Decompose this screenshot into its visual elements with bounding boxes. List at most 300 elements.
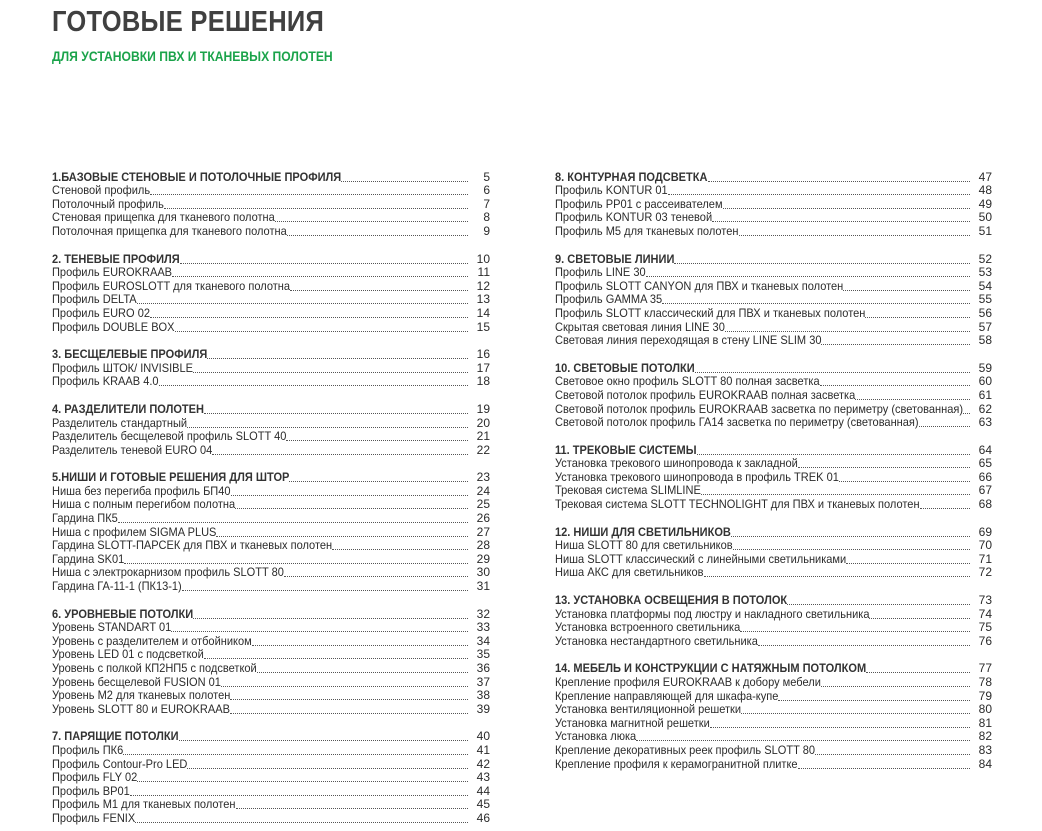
toc-page-number: 83 xyxy=(978,742,992,757)
toc-page-number: 74 xyxy=(978,606,992,621)
dot-leader xyxy=(731,536,970,537)
dot-leader xyxy=(662,303,970,304)
toc-page-number: 45 xyxy=(476,797,490,812)
toc-section xyxy=(555,361,992,429)
toc-entry-label: Профиль LINE 30 xyxy=(555,265,646,280)
dot-leader xyxy=(150,194,468,195)
dot-leader xyxy=(179,740,468,741)
toc-entry[interactable] xyxy=(52,621,490,635)
toc-entry-label: Разделитель бесщелевой профиль SLOTT 40 xyxy=(52,429,287,444)
dot-leader xyxy=(839,481,970,482)
toc-entry[interactable] xyxy=(555,306,992,320)
dot-leader xyxy=(798,467,970,468)
dot-leader xyxy=(252,645,468,646)
toc-heading-label: 7. ПАРЯЩИЕ ПОТОЛКИ xyxy=(52,729,179,744)
toc-heading-label: 14. МЕБЕЛЬ И КОНСТРУКЦИИ С НАТЯЖНЫМ ПОТОЛКОМ xyxy=(555,661,867,676)
toc-entry-label: Установка трекового шинопровода к закладной xyxy=(555,456,798,471)
toc-entry-label: Профиль EUROKRAAB xyxy=(52,265,173,280)
dot-leader xyxy=(741,713,970,714)
toc-page-number: 84 xyxy=(978,756,992,771)
toc-entry[interactable] xyxy=(52,743,490,757)
toc-entry[interactable] xyxy=(555,320,992,334)
toc-page-number: 16 xyxy=(476,347,490,362)
toc-entry-label: Профиль KONTUR 03 теневой xyxy=(555,210,713,225)
toc-entry[interactable] xyxy=(52,784,490,798)
toc-entry-label: Крепление профиля к керамогранитной плитке xyxy=(555,756,798,771)
toc-page-number: 25 xyxy=(476,497,490,512)
toc-page-number: 9 xyxy=(483,223,490,238)
toc-heading-label: 8. КОНТУРНАЯ ПОДСВЕТКА xyxy=(555,169,708,184)
toc-entry-label: Трековая система SLIMLINE xyxy=(555,483,701,498)
toc-page-number: 5 xyxy=(483,169,490,184)
page-title: ГОТОВЫЕ РЕШЕНИЯ xyxy=(52,6,325,38)
toc-section-heading[interactable] xyxy=(52,252,490,266)
dot-leader xyxy=(963,413,970,414)
toc-page-number: 42 xyxy=(476,756,490,771)
toc-entry[interactable] xyxy=(52,539,490,553)
toc-section xyxy=(52,607,490,716)
toc-entry-label: Уровень с разделителем и отбойником xyxy=(52,633,252,648)
toc-page-number: 18 xyxy=(476,374,490,389)
toc-entry-label: Уровень LED 01 с подсветкой xyxy=(52,647,204,662)
toc-page-number: 38 xyxy=(476,688,490,703)
toc-entry-label: Профиль KRAAB 4.0 xyxy=(52,374,159,389)
toc-page-number: 31 xyxy=(476,579,490,594)
toc-entry-label: Уровень бесщелевой FUSION 01 xyxy=(52,674,221,689)
toc-heading-label: 6. УРОВНЕВЫЕ ПОТОЛКИ xyxy=(52,606,194,621)
toc-entry[interactable] xyxy=(555,716,992,730)
toc-section xyxy=(52,730,490,825)
toc-section-heading[interactable] xyxy=(555,361,992,375)
toc-heading-label: 13. УСТАНОВКА ОСВЕЩЕНИЯ В ПОТОЛОК xyxy=(555,593,788,608)
toc-entry-label: Профиль М1 для тканевых полотен xyxy=(52,797,236,812)
toc-page-number: 56 xyxy=(978,305,992,320)
dot-leader xyxy=(646,276,970,277)
toc-entry-label: Гардина SK01 xyxy=(52,551,125,566)
dot-leader xyxy=(180,263,468,264)
toc-page-number: 22 xyxy=(476,442,490,457)
toc-entry-label: Крепление декоративных реек профиль SLOTT 80 xyxy=(555,742,815,757)
dot-leader xyxy=(230,699,468,700)
dot-leader xyxy=(798,768,970,769)
toc-entry[interactable] xyxy=(52,306,490,320)
toc-page-number: 77 xyxy=(978,661,992,676)
toc-entry[interactable] xyxy=(52,184,490,198)
toc-entry[interactable] xyxy=(52,211,490,225)
toc-entry[interactable] xyxy=(555,402,992,416)
toc-entry[interactable] xyxy=(52,771,490,785)
toc-entry[interactable] xyxy=(555,607,992,621)
toc-entry[interactable] xyxy=(52,197,490,211)
toc-entry[interactable] xyxy=(555,224,992,238)
toc-page-number: 39 xyxy=(476,701,490,716)
toc-page-number: 44 xyxy=(476,783,490,798)
toc-entry[interactable] xyxy=(555,416,992,430)
dot-leader xyxy=(187,768,468,769)
toc-entry[interactable] xyxy=(555,621,992,635)
dot-leader xyxy=(193,372,468,373)
toc-entry[interactable] xyxy=(555,457,992,471)
toc-heading-label: 10. СВЕТОВЫЕ ПОТОЛКИ xyxy=(555,360,695,375)
toc-entry-label: Потолочный профиль xyxy=(52,196,164,211)
dot-leader xyxy=(695,372,970,373)
toc-entry[interactable] xyxy=(52,689,490,703)
toc-section-heading[interactable] xyxy=(555,662,992,676)
toc-entry-label: Ниша SLOTT классический с линейными светильниками xyxy=(555,551,847,566)
toc-entry[interactable] xyxy=(555,730,992,744)
toc-heading-label: 5.НИШИ И ГОТОВЫЕ РЕШЕНИЯ ДЛЯ ШТОР xyxy=(52,470,290,485)
toc-entry[interactable] xyxy=(555,539,992,553)
toc-page-number: 79 xyxy=(978,688,992,703)
toc-section-heading[interactable] xyxy=(52,402,490,416)
toc-entry-label: Установка трекового шинопровода в профиль TREK 01 xyxy=(555,469,839,484)
dot-leader xyxy=(193,618,468,619)
toc-page-number: 21 xyxy=(476,429,490,444)
dot-leader xyxy=(710,727,970,728)
toc-entry[interactable] xyxy=(52,266,490,280)
toc-entry[interactable] xyxy=(52,661,490,675)
toc-page-number: 35 xyxy=(476,647,490,662)
toc-entry-label: Световой потолок профиль EUROKRAAB засветка по периметру (светованная) xyxy=(555,401,964,416)
toc-entry-label: Профиль Contour-Pro LED xyxy=(52,756,188,771)
toc-page-number: 29 xyxy=(476,551,490,566)
toc-page-number: 69 xyxy=(978,524,992,539)
dot-leader xyxy=(821,686,970,687)
dot-leader xyxy=(172,276,468,277)
dot-leader xyxy=(869,618,970,619)
toc-entry[interactable] xyxy=(555,634,992,648)
dot-leader xyxy=(235,508,468,509)
toc-entry[interactable] xyxy=(555,184,992,198)
toc-page-number: 23 xyxy=(476,470,490,485)
dot-leader xyxy=(137,303,468,304)
toc-section xyxy=(52,348,490,389)
toc-section xyxy=(52,402,490,456)
toc-page-number: 73 xyxy=(978,593,992,608)
toc-section-heading[interactable] xyxy=(555,252,992,266)
toc-entry[interactable] xyxy=(52,443,490,457)
toc-column-right xyxy=(555,170,992,785)
toc-page-number: 64 xyxy=(978,442,992,457)
toc-entry-label: Ниша без перегиба профиль БП40 xyxy=(52,483,231,498)
toc-entry[interactable] xyxy=(52,757,490,771)
toc-entry[interactable] xyxy=(555,334,992,348)
toc-entry-label: Уровень с полкой КП2НП5 с подсветкой xyxy=(52,661,257,675)
toc-entry[interactable] xyxy=(555,375,992,389)
dot-leader xyxy=(124,563,468,564)
toc-entry[interactable] xyxy=(555,675,992,689)
toc-page-number: 24 xyxy=(476,483,490,498)
toc-entry-label: Профиль DOUBLE BOX xyxy=(52,319,175,334)
toc-page-number: 17 xyxy=(476,360,490,375)
toc-entry-label: Профиль SLOTT классический для ПВХ и тканевых полотен xyxy=(555,305,866,320)
toc-entry[interactable] xyxy=(52,675,490,689)
toc-entry[interactable] xyxy=(555,566,992,580)
dot-leader xyxy=(815,754,970,755)
toc-page-number: 63 xyxy=(978,415,992,430)
toc-entry[interactable] xyxy=(555,703,992,717)
dot-leader xyxy=(257,672,468,673)
toc-section-heading[interactable] xyxy=(52,471,490,485)
toc-entry[interactable] xyxy=(555,497,992,511)
toc-page-number: 47 xyxy=(978,169,992,184)
dot-leader xyxy=(130,795,468,796)
toc-entry[interactable] xyxy=(52,430,490,444)
toc-section-heading[interactable] xyxy=(555,525,992,539)
toc-entry-label: Установка вентиляционной решетки xyxy=(555,702,742,717)
dot-leader xyxy=(187,427,468,428)
toc-entry-label: Гардина ПК5 xyxy=(52,511,118,526)
toc-entry-label: Уровень М2 для тканевых полотен xyxy=(52,688,231,703)
toc-page-number: 80 xyxy=(978,702,992,717)
dot-leader xyxy=(866,672,970,673)
dot-leader xyxy=(341,181,468,182)
toc-entry-label: Ниша с полным перегибом полотна xyxy=(52,497,236,512)
dot-leader xyxy=(332,549,468,550)
toc-entry-label: Гардина ГА-11-1 (ПК13-1) xyxy=(52,579,182,594)
dot-leader xyxy=(123,754,468,755)
dot-leader xyxy=(704,576,970,577)
toc-entry-label: Установка люка xyxy=(555,729,637,744)
dot-leader xyxy=(286,440,468,441)
toc-entry[interactable] xyxy=(52,552,490,566)
dot-leader xyxy=(137,781,468,782)
toc-heading-label: 12. НИШИ ДЛЯ СВЕТИЛЬНИКОВ xyxy=(555,524,731,539)
toc-entry-label: Профиль GAMMA 35 xyxy=(555,292,663,307)
dot-leader xyxy=(778,700,970,701)
toc-page-number: 20 xyxy=(476,415,490,430)
toc-entry[interactable] xyxy=(52,416,490,430)
toc-entry-label: Уровень STANDART 01 xyxy=(52,620,172,635)
toc-entry[interactable] xyxy=(52,279,490,293)
toc-entry-label: Профиль BP01 xyxy=(52,783,130,798)
dot-leader xyxy=(712,221,970,222)
toc-entry[interactable] xyxy=(555,388,992,402)
toc-entry-label: Профиль EURO 02 xyxy=(52,305,150,320)
toc-entry-label: Профиль PP01 с рассеивателем xyxy=(555,196,723,211)
toc-section-heading[interactable] xyxy=(52,348,490,362)
toc-entry-label: Крепление профиля EUROKRAAB к добору мебели xyxy=(555,675,821,689)
toc-heading-label: 2. ТЕНЕВЫЕ ПРОФИЛЯ xyxy=(52,251,180,266)
toc-entry[interactable] xyxy=(555,293,992,307)
toc-entry[interactable] xyxy=(52,224,490,238)
toc-entry-label: Крепление направляющей для шкафа-купе xyxy=(555,688,779,703)
toc-entry-label: Профиль SLOTT CANYON для ПВХ и тканевых полотен xyxy=(555,278,844,293)
toc-entry[interactable] xyxy=(52,798,490,812)
toc-page-number: 14 xyxy=(476,305,490,320)
toc-page-number: 27 xyxy=(476,524,490,539)
dot-leader xyxy=(171,631,468,632)
dot-leader xyxy=(708,181,971,182)
toc-page-number: 78 xyxy=(978,675,992,689)
toc-entry[interactable] xyxy=(52,648,490,662)
toc-entry-label: Потолочная прищепка для тканевого полотна xyxy=(52,223,287,238)
toc-entry[interactable] xyxy=(52,579,490,593)
dot-leader xyxy=(204,413,468,414)
toc-section-heading[interactable] xyxy=(555,593,992,607)
dot-leader xyxy=(290,290,468,291)
dot-leader xyxy=(135,822,468,823)
toc-page-number: 76 xyxy=(978,633,992,648)
dot-leader xyxy=(855,399,970,400)
toc-entry[interactable] xyxy=(52,566,490,580)
dot-leader xyxy=(739,235,970,236)
toc-page-number: 66 xyxy=(978,469,992,484)
toc-entry[interactable] xyxy=(555,266,992,280)
toc-page-number: 67 xyxy=(978,483,992,498)
toc-page-number: 58 xyxy=(978,333,992,348)
toc-entry-label: Световая линия переходящая в стену LINE SLIM 30 xyxy=(555,333,822,348)
toc-section-heading[interactable] xyxy=(555,443,992,457)
dot-leader xyxy=(164,208,468,209)
dot-leader xyxy=(920,508,970,509)
dot-leader xyxy=(236,808,468,809)
dot-leader xyxy=(843,290,970,291)
toc-entry-label: Установка нестандартного светильника xyxy=(555,633,758,648)
toc-page-number: 60 xyxy=(978,374,992,389)
toc-entry-label: Скрытая световая линия LINE 30 xyxy=(555,319,725,334)
toc-entry[interactable] xyxy=(555,743,992,757)
toc-entry-label: Установка магнитной решетки xyxy=(555,715,710,730)
toc-entry-label: Стеновой профиль xyxy=(52,183,151,198)
toc-page-number: 51 xyxy=(978,223,992,238)
toc-page-number: 65 xyxy=(978,456,992,471)
toc-section xyxy=(52,170,490,238)
toc-entry[interactable] xyxy=(52,293,490,307)
toc-entry[interactable] xyxy=(555,197,992,211)
toc-entry-label: Разделитель стандартный xyxy=(52,415,188,430)
dot-leader xyxy=(820,385,970,386)
toc-entry[interactable] xyxy=(555,757,992,771)
toc-page-number: 10 xyxy=(476,251,490,266)
toc-entry-label: Установка встроенного светильника xyxy=(555,620,741,635)
toc-page-number: 13 xyxy=(476,292,490,307)
toc-page-number: 12 xyxy=(476,278,490,293)
toc-entry[interactable] xyxy=(555,470,992,484)
toc-page-number: 19 xyxy=(476,401,490,416)
toc-page-number: 57 xyxy=(978,319,992,334)
toc-column-left xyxy=(52,170,490,831)
toc-entry-label: Уровень SLOTT 80 и EUROKRAAB xyxy=(52,701,230,716)
toc-page-number: 49 xyxy=(978,196,992,211)
toc-page-number: 81 xyxy=(978,715,992,730)
toc-entry-label: Профиль М5 для тканевых полотен xyxy=(555,223,739,238)
dot-leader xyxy=(182,590,468,591)
toc-entry[interactable] xyxy=(52,525,490,539)
toc-entry-label: Разделитель теневой EURO 04 xyxy=(52,442,213,457)
dot-leader xyxy=(150,317,468,318)
toc-page-number: 50 xyxy=(978,210,992,225)
dot-leader xyxy=(725,331,970,332)
dot-leader xyxy=(701,494,970,495)
toc-section-heading[interactable] xyxy=(52,730,490,744)
toc-entry[interactable] xyxy=(555,484,992,498)
toc-page-number: 46 xyxy=(476,810,490,825)
toc-section xyxy=(555,525,992,579)
page-subtitle: ДЛЯ УСТАНОВКИ ПВХ И ТКАНЕВЫХ ПОЛОТЕН xyxy=(52,49,333,64)
toc-section xyxy=(555,170,992,238)
dot-leader xyxy=(821,344,970,345)
toc-entry[interactable] xyxy=(52,511,490,525)
toc-page-number: 15 xyxy=(476,319,490,334)
toc-section xyxy=(52,471,490,593)
dot-leader xyxy=(204,658,468,659)
toc-entry-label: Ниша SLOTT 80 для светильников xyxy=(555,538,733,553)
dot-leader xyxy=(668,194,970,195)
dot-leader xyxy=(674,263,970,264)
toc-section-heading[interactable] xyxy=(555,170,992,184)
toc-page-number: 59 xyxy=(978,360,992,375)
toc-page-number: 53 xyxy=(978,265,992,280)
dot-leader xyxy=(231,495,468,496)
toc-page-number: 36 xyxy=(476,661,490,675)
toc-entry[interactable] xyxy=(52,702,490,716)
toc-entry-label: Профиль ШТОК/ INVISIBLE xyxy=(52,360,194,375)
toc-section xyxy=(555,252,992,347)
toc-entry[interactable] xyxy=(52,484,490,498)
toc-page-number: 54 xyxy=(978,278,992,293)
toc-heading-label: 3. БЕСЩЕЛЕВЫЕ ПРОФИЛЯ xyxy=(52,347,208,362)
toc-entry-label: Профиль FLY 02 xyxy=(52,770,138,785)
toc-entry[interactable] xyxy=(52,634,490,648)
dot-leader xyxy=(216,536,468,537)
toc-page-number: 33 xyxy=(476,620,490,635)
dot-leader xyxy=(230,713,468,714)
toc-page-number: 11 xyxy=(477,265,490,280)
toc-entry[interactable] xyxy=(52,375,490,389)
dot-leader xyxy=(787,604,970,605)
toc-page-number: 28 xyxy=(476,538,490,553)
toc-page-number: 32 xyxy=(476,606,490,621)
toc-entry[interactable] xyxy=(52,320,490,334)
dot-leader xyxy=(636,740,970,741)
toc-entry-label: Профиль EUROSLOTT для тканевого полотна xyxy=(52,278,291,293)
dot-leader xyxy=(221,686,468,687)
dot-leader xyxy=(758,645,970,646)
toc-entry-label: Ниша АКС для светильников xyxy=(555,565,704,580)
toc-page-number: 37 xyxy=(476,674,490,689)
toc-entry-label: Ниша с электрокарнизом профиль SLOTT 80 xyxy=(52,565,284,580)
toc-entry-label: Установка платформы под люстру и накладного светильника xyxy=(555,606,870,621)
toc-entry[interactable] xyxy=(52,498,490,512)
toc-entry[interactable] xyxy=(555,279,992,293)
dot-leader xyxy=(919,426,970,427)
toc-heading-label: 4. РАЗДЕЛИТЕЛИ ПОЛОТЕН xyxy=(52,401,204,416)
toc-entry[interactable] xyxy=(555,211,992,225)
dot-leader xyxy=(287,235,468,236)
toc-page-number: 6 xyxy=(483,183,490,198)
dot-leader xyxy=(740,631,970,632)
toc-entry[interactable] xyxy=(555,689,992,703)
toc-section xyxy=(555,662,992,771)
toc-entry[interactable] xyxy=(52,361,490,375)
toc-entry-label: Световой потолок профиль EUROKRAAB полная засветка xyxy=(555,387,856,402)
toc-entry[interactable] xyxy=(52,811,490,825)
toc-entry-label: Ниша с профилем SIGMA PLUS xyxy=(52,524,217,539)
toc-section-heading[interactable] xyxy=(52,607,490,621)
dot-leader xyxy=(846,563,970,564)
toc-entry[interactable] xyxy=(555,552,992,566)
toc-entry-label: Профиль KONTUR 01 xyxy=(555,183,668,198)
toc-section xyxy=(555,593,992,647)
toc-heading-label: 9. СВЕТОВЫЕ ЛИНИИ xyxy=(555,251,675,266)
toc-page-number: 30 xyxy=(476,565,490,580)
dot-leader xyxy=(697,454,970,455)
toc-section-heading[interactable] xyxy=(52,170,490,184)
toc-page-number: 26 xyxy=(476,511,490,526)
toc-page-number: 52 xyxy=(978,251,992,266)
toc-entry-label: Гардина SLOTT-ПАРСЕК для ПВХ и тканевых полотен xyxy=(52,538,333,553)
